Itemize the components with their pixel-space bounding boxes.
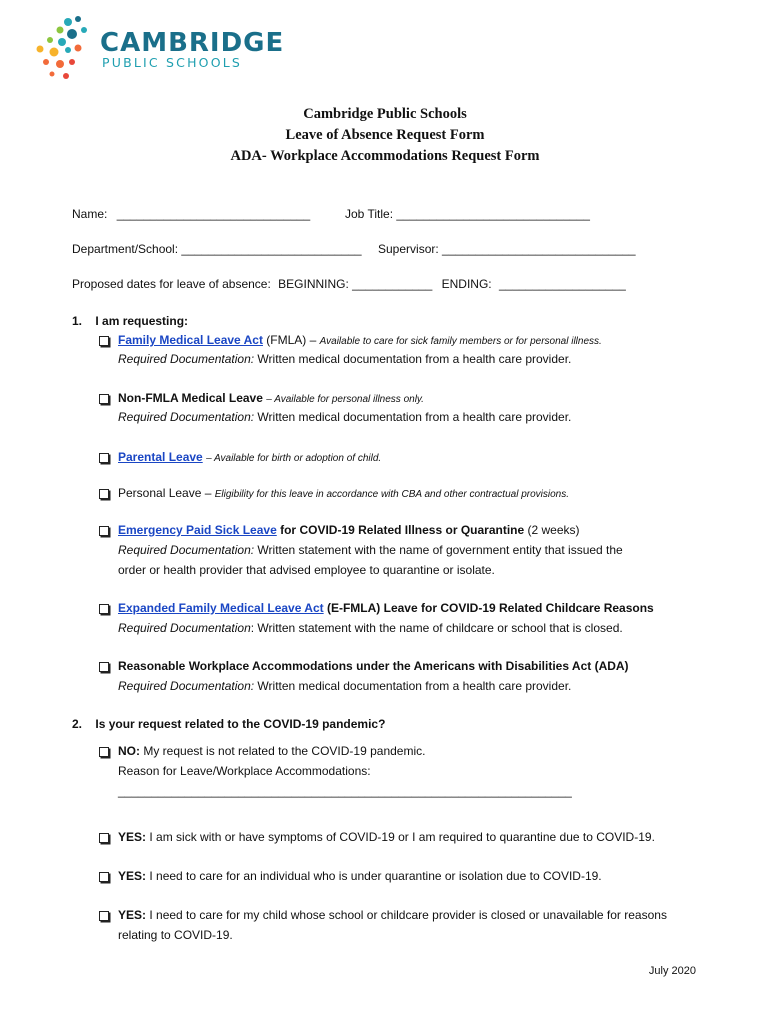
efmla-link[interactable]: Expanded Family Medical Leave Act bbox=[118, 601, 324, 615]
footer-date: July 2020 bbox=[648, 965, 696, 977]
leave-dates-label: Proposed dates for leave of absence: bbox=[72, 277, 271, 291]
efmla-documentation bbox=[118, 621, 623, 635]
non-fmla-doc-text: Written medical documentation from a health care provider. bbox=[257, 410, 572, 424]
covid-yes-3-checkbox[interactable] bbox=[99, 911, 109, 921]
fmla-option bbox=[118, 333, 602, 347]
parental-leave-note: – Available for birth or adoption of child. bbox=[206, 453, 382, 464]
parental-leave-option bbox=[118, 450, 381, 464]
document-title-3: ADA- Workplace Accommodations Request Form bbox=[230, 148, 540, 164]
epsl-documentation bbox=[118, 543, 623, 557]
parental-leave-link[interactable]: Parental Leave bbox=[118, 450, 203, 464]
covid-yes-3-text-2: relating to COVID-19. bbox=[118, 928, 233, 942]
covid-yes-3-option bbox=[118, 908, 667, 922]
section-1-label: I am requesting: bbox=[95, 314, 189, 328]
job-title-label: Job Title: bbox=[345, 207, 394, 221]
fmla-documentation bbox=[118, 352, 571, 366]
section-1-heading bbox=[72, 314, 188, 328]
covid-yes-1-checkbox[interactable] bbox=[99, 833, 109, 843]
section-1-number: 1. bbox=[72, 314, 83, 328]
efmla-title: (E-FMLA) Leave for COVID-19 Related Childcare Reasons bbox=[326, 601, 654, 615]
department-label: Department/School: bbox=[72, 242, 179, 256]
efmla-checkbox[interactable] bbox=[99, 604, 109, 614]
document-title-2: Leave of Absence Request Form bbox=[285, 127, 485, 143]
fmla-note: Available to care for sick family members or for personal illness. bbox=[319, 336, 602, 347]
covid-yes-1-label: YES: bbox=[118, 830, 147, 844]
parental-leave-checkbox[interactable] bbox=[99, 453, 109, 463]
fmla-doc-label: Required Documentation: bbox=[118, 352, 255, 366]
leave-dates-field bbox=[72, 277, 626, 291]
non-fmla-checkbox[interactable] bbox=[99, 394, 109, 404]
reason-blank[interactable]: ____________________________________________________________________ bbox=[118, 784, 572, 798]
covid-no-text: My request is not related to the COVID-19 pandemic. bbox=[143, 744, 426, 758]
logo-wordmark: CAMBRIDGE bbox=[100, 28, 285, 58]
non-fmla-documentation bbox=[118, 410, 571, 424]
reason-label: Reason for Leave/Workplace Accommodations: bbox=[118, 764, 371, 778]
job-title-blank[interactable]: _____________________________ bbox=[396, 207, 590, 221]
logo-subtitle: PUBLIC SCHOOLS bbox=[102, 55, 243, 70]
non-fmla-title: Non-FMLA Medical Leave bbox=[118, 391, 263, 405]
covid-yes-2-text: I need to care for an individual who is under quarantine or isolation due to COVID-19. bbox=[149, 869, 602, 883]
document-title-1: Cambridge Public Schools bbox=[303, 106, 467, 122]
fmla-abbr: (FMLA) – bbox=[266, 333, 317, 347]
ada-title: Reasonable Workplace Accommodations under the Americans with Disabilities Act (ADA) bbox=[118, 659, 629, 673]
name-label: Name: bbox=[72, 207, 108, 221]
ending-blank[interactable]: ___________________ bbox=[498, 277, 626, 291]
ending-label: ENDING: bbox=[441, 277, 492, 291]
epsl-doc-text-1: Written statement with the name of government entity that issued the bbox=[257, 543, 623, 557]
covid-yes-3-label: YES: bbox=[118, 908, 147, 922]
ada-doc-label: Required Documentation: bbox=[118, 679, 255, 693]
supervisor-field bbox=[378, 242, 636, 256]
covid-no-label: NO: bbox=[118, 744, 140, 758]
job-title-field bbox=[345, 207, 590, 221]
section-2-number: 2. bbox=[72, 717, 83, 731]
efmla-doc-label: Required Documentation bbox=[118, 621, 251, 635]
personal-leave-note: Eligibility for this leave in accordance with CBA and other contractual provisions. bbox=[214, 489, 569, 500]
fmla-doc-text: Written medical documentation from a health care provider. bbox=[257, 352, 572, 366]
covid-yes-2-option bbox=[118, 869, 602, 883]
epsl-checkbox[interactable] bbox=[99, 526, 109, 536]
name-field bbox=[72, 207, 310, 221]
ada-documentation bbox=[118, 679, 571, 693]
personal-leave-title: Personal Leave – bbox=[118, 486, 212, 500]
covid-yes-2-label: YES: bbox=[118, 869, 147, 883]
efmla-option bbox=[118, 601, 654, 615]
beginning-blank[interactable]: ____________ bbox=[352, 277, 433, 291]
non-fmla-doc-label: Required Documentation: bbox=[118, 410, 255, 424]
fmla-checkbox[interactable] bbox=[99, 336, 109, 346]
name-blank[interactable]: _____________________________ bbox=[116, 207, 311, 221]
ada-doc-text: Written medical documentation from a health care provider. bbox=[257, 679, 572, 693]
covid-no-checkbox[interactable] bbox=[99, 747, 109, 757]
efmla-doc-text: : Written statement with the name of childcare or school that is closed. bbox=[250, 621, 623, 635]
epsl-doc-text-2: order or health provider that advised employee to quarantine or isolate. bbox=[118, 563, 495, 577]
beginning-label: BEGINNING: bbox=[278, 277, 349, 291]
covid-no-option bbox=[118, 744, 425, 758]
ada-checkbox[interactable] bbox=[99, 662, 109, 672]
supervisor-blank[interactable]: _____________________________ bbox=[442, 242, 636, 256]
epsl-title: for COVID-19 Related Illness or Quarantine bbox=[280, 523, 525, 537]
department-field bbox=[72, 242, 362, 256]
fmla-link[interactable]: Family Medical Leave Act bbox=[118, 333, 263, 347]
section-2-heading bbox=[72, 717, 385, 731]
covid-yes-3-text-1: I need to care for my child whose school or childcare provider is closed or unavailable for reasons bbox=[149, 908, 667, 922]
covid-yes-1-option bbox=[118, 830, 655, 844]
personal-leave-option bbox=[118, 486, 569, 500]
covid-yes-2-checkbox[interactable] bbox=[99, 872, 109, 882]
covid-yes-1-text: I am sick with or have symptoms of COVID-19 or I am required to quarantine due to COVID-19. bbox=[149, 830, 655, 844]
personal-leave-checkbox[interactable] bbox=[99, 489, 109, 499]
epsl-option bbox=[118, 523, 580, 537]
supervisor-label: Supervisor: bbox=[378, 242, 439, 256]
epsl-weeks: (2 weeks) bbox=[527, 523, 580, 537]
epsl-link[interactable]: Emergency Paid Sick Leave bbox=[118, 523, 277, 537]
epsl-doc-label: Required Documentation: bbox=[118, 543, 255, 557]
non-fmla-option bbox=[118, 391, 424, 405]
section-2-label: Is your request related to the COVID-19 pandemic? bbox=[95, 717, 386, 731]
department-blank[interactable]: ___________________________ bbox=[181, 242, 362, 256]
non-fmla-note: – Available for personal illness only. bbox=[266, 394, 424, 405]
